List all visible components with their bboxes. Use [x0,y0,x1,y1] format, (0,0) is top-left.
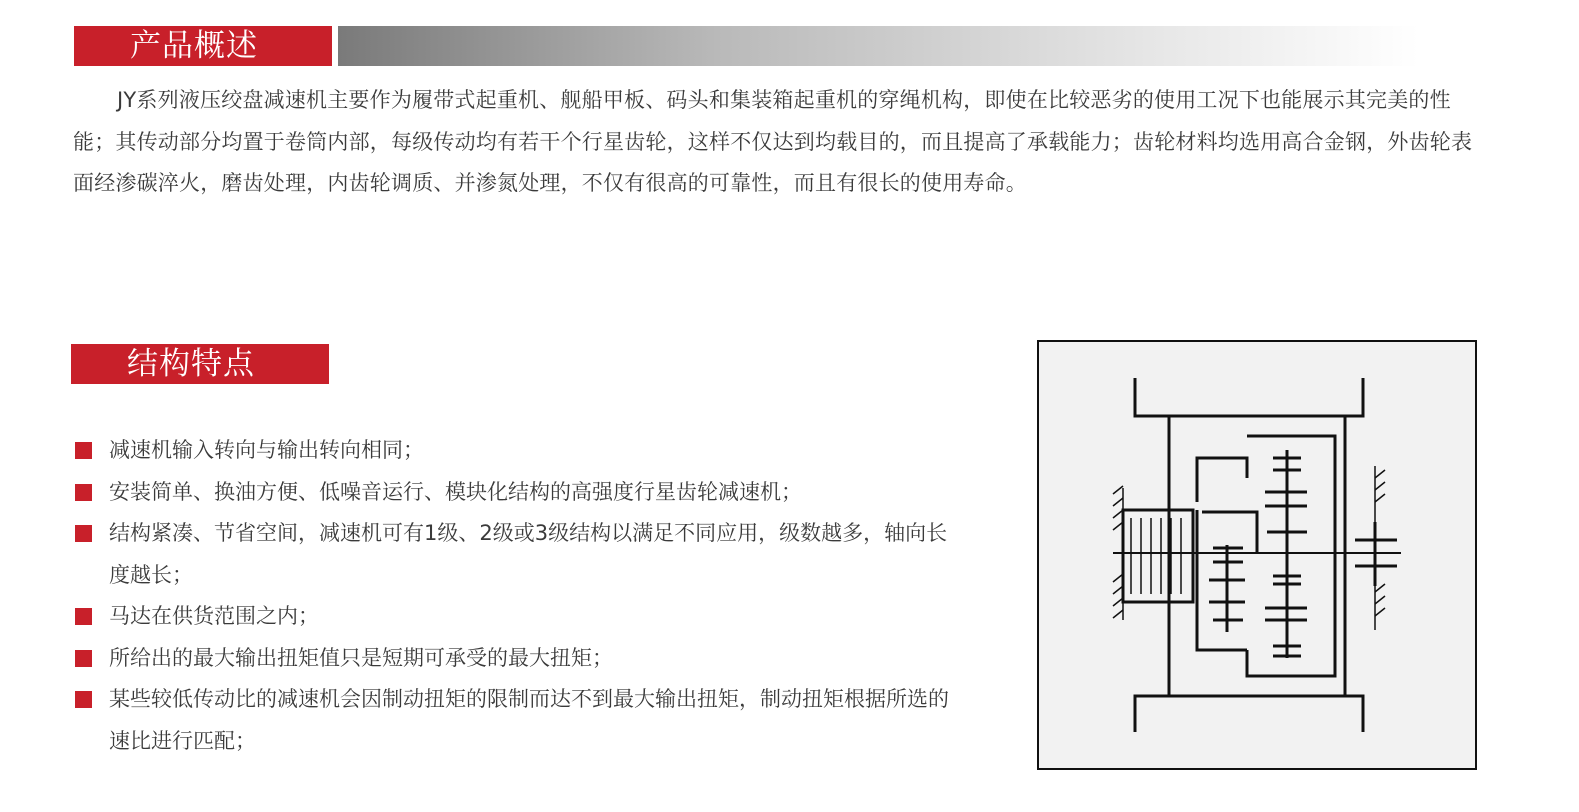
features-header [71,344,329,384]
feature-text: 所给出的最大输出扭矩值只是短期可承受的最大扭矩； [109,645,613,670]
feature-item [73,430,963,472]
square-bullet-icon [75,442,92,459]
square-bullet-icon [75,691,92,708]
square-bullet-icon [75,650,92,667]
square-bullet-icon [75,484,92,501]
overview-header [74,26,1419,66]
overview-text: JY系列液压绞盘减速机主要作为履带式起重机、舰船甲板、码头和集装箱起重机的穿绳机构，即使在比较恶劣的使用工况下也能展示其完美的性能；其传动部分均置于卷筒内部，每级传动均有若干个行星齿轮，这样不仅达到均载目的，而且提高了承载能力；齿轮材料均选用高合金钢，外齿轮表面经渗碳淬火，磨齿处理，内齿轮调质、并渗氮处理，不仅有很高的可靠性，而且有很长的使用寿命。 [73,88,1473,195]
square-bullet-icon [75,608,92,625]
gear-schematic-diagram [1037,340,1477,770]
feature-text: 结构紧凑、节省空间，减速机可有1级、2级或3级结构以满足不同应用，级数越多，轴向长度越长； [109,521,948,587]
feature-item [73,596,963,638]
overview-header-bar [338,26,1419,66]
feature-text: 马达在供货范围之内； [109,604,319,628]
feature-text: 安装简单、换油方便、低噪音运行、模块化结构的高强度行星齿轮减速机； [109,479,802,504]
feature-item [73,638,963,680]
feature-text: 某些较低传动比的减速机会因制动扭矩的限制而达不到最大输出扭矩，制动扭矩根据所选的速比进行匹配； [109,687,949,753]
features-title: 结构特点 [71,344,329,384]
square-bullet-icon [75,525,92,542]
feature-item [73,679,963,762]
overview-title: 产品概述 [74,26,332,66]
feature-item [73,513,963,596]
feature-item [73,472,963,514]
features-list [73,430,963,762]
feature-text: 减速机输入转向与输出转向相同； [109,438,424,462]
